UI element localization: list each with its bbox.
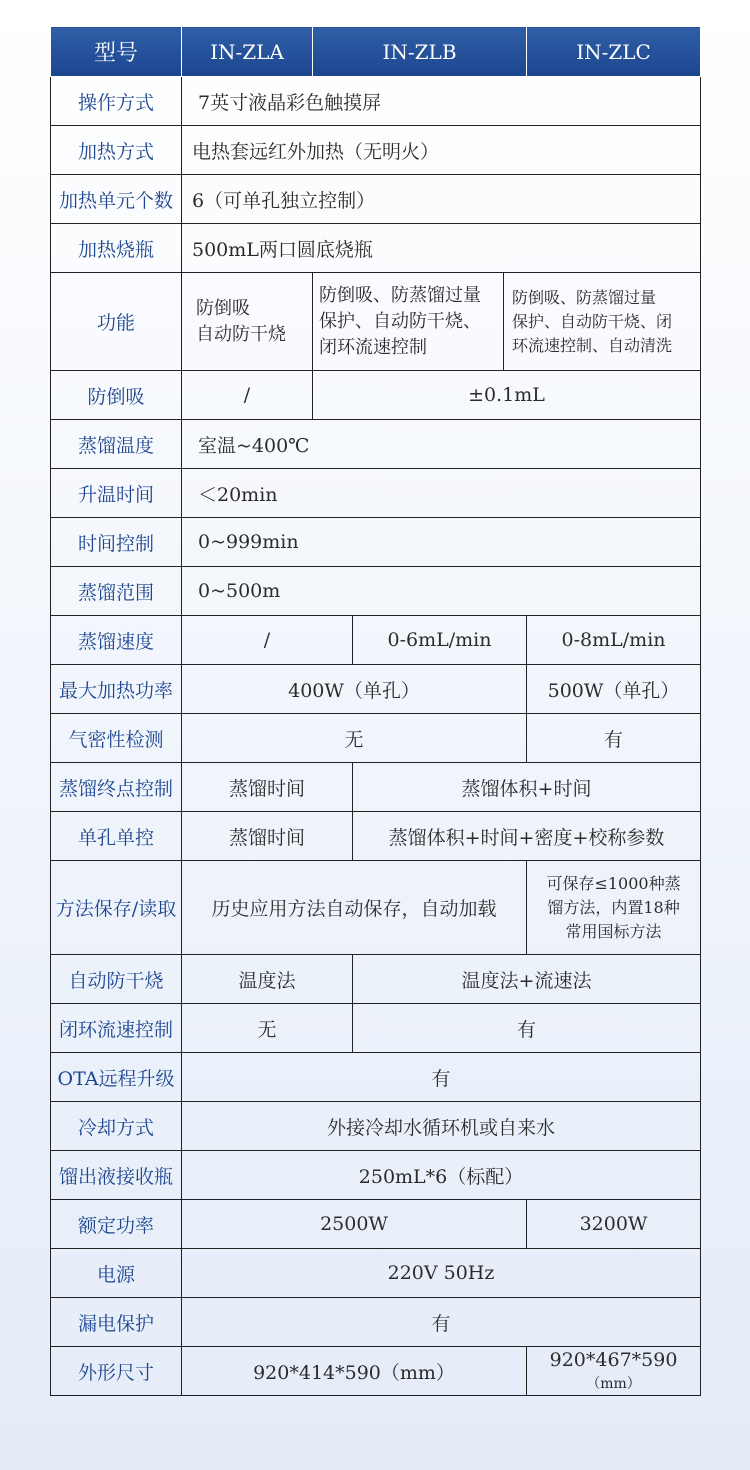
value-single-zla: 蒸馏时间: [182, 812, 353, 861]
header-in-zlb: IN-ZLB: [313, 27, 527, 77]
value-closed-loop-zla: 无: [182, 1004, 353, 1053]
row-temp: [51, 420, 701, 469]
value-operation: 7英寸液晶彩色触摸屏: [182, 77, 701, 126]
row-receiver: [51, 1151, 701, 1200]
value-anti-suck-zla: /: [182, 371, 313, 420]
label-temp: 蒸馏温度: [51, 420, 182, 469]
row-size: [51, 1347, 701, 1396]
value-size-zlc: [527, 1347, 701, 1396]
value-size-zla-zlb: 920*414*590（mm）: [182, 1347, 527, 1396]
method-zlc-line: 常用国标方法: [565, 921, 662, 941]
size-zlc-unit: （mm）: [586, 1376, 641, 1392]
function-zlb-line: 保护、自动防干烧、: [319, 310, 481, 332]
header-in-zlc: IN-ZLC: [527, 27, 701, 77]
method-zlc-line: 馏方法，内置18种: [547, 897, 680, 917]
header-model: 型号: [51, 27, 182, 77]
label-cooling: 冷却方式: [51, 1102, 182, 1151]
value-method-zlc: [527, 861, 701, 955]
label-airtight: 气密性检测: [51, 714, 182, 763]
label-heatup: 升温时间: [51, 469, 182, 518]
label-size: 外形尺寸: [51, 1347, 182, 1396]
value-leakage: 有: [182, 1298, 701, 1347]
value-speed-zlb: 0-6mL/min: [353, 616, 527, 665]
value-range: 0~500m: [182, 567, 701, 616]
value-anti-dry-zlb-zlc: 温度法+流速法: [353, 955, 701, 1004]
row-range: [51, 567, 701, 616]
value-speed-zlc: 0-8mL/min: [527, 616, 701, 665]
value-heating-units: 6（可单孔独立控制）: [182, 175, 701, 224]
value-function-zla: [182, 273, 313, 371]
value-function-zlb: [313, 273, 504, 371]
value-airtight-zlc: 有: [527, 714, 701, 763]
row-speed: [51, 616, 701, 665]
function-zlc-line: 防倒吸、防蒸馏过量: [512, 287, 657, 307]
function-zlb-line: 闭环流速控制: [319, 336, 427, 358]
function-zlc-line: 保护、自动防干烧、闭: [512, 311, 673, 331]
row-anti-suck: [51, 371, 701, 420]
row-operation: [51, 77, 701, 126]
value-single-zlb-zlc: 蒸馏体积+时间+密度+校称参数: [353, 812, 701, 861]
function-zlc-line: 环流速控制、自动清洗: [512, 335, 673, 355]
label-method: 方法保存/读取: [51, 861, 182, 955]
value-temp: 室温~400℃: [182, 420, 701, 469]
row-heating-method: [51, 126, 701, 175]
size-zlc-value: 920*467*590: [549, 1349, 678, 1371]
label-receiver: 馏出液接收瓶: [51, 1151, 182, 1200]
label-function: 功能: [51, 273, 182, 371]
value-rated-power-zlc: 3200W: [527, 1200, 701, 1249]
value-receiver: 250mL*6（标配）: [182, 1151, 701, 1200]
row-airtight: [51, 714, 701, 763]
value-closed-loop-zlb-zlc: 有: [353, 1004, 701, 1053]
label-rated-power: 额定功率: [51, 1200, 182, 1249]
label-speed: 蒸馏速度: [51, 616, 182, 665]
header-row: [51, 27, 701, 77]
value-power-max-zla-zlb: 400W（单孔）: [182, 665, 527, 714]
row-method: [51, 861, 701, 955]
value-ota: 有: [182, 1053, 701, 1102]
row-rated-power: [51, 1200, 701, 1249]
header-in-zla: IN-ZLA: [182, 27, 313, 77]
value-function-zlc: [504, 273, 701, 371]
value-power-supply: 220V 50Hz: [182, 1249, 701, 1298]
label-time-control: 时间控制: [51, 518, 182, 567]
row-endpoint: [51, 763, 701, 812]
value-endpoint-zla: 蒸馏时间: [182, 763, 353, 812]
row-power-supply: [51, 1249, 701, 1298]
row-leakage: [51, 1298, 701, 1347]
value-endpoint-zlb-zlc: 蒸馏体积+时间: [353, 763, 701, 812]
value-power-max-zlc: 500W（单孔）: [527, 665, 701, 714]
value-anti-suck-zlb-zlc: ±0.1mL: [313, 371, 701, 420]
function-zla-line: 自动防干烧: [196, 323, 286, 345]
function-zla-line: 防倒吸: [196, 297, 250, 319]
label-ota: OTA远程升级: [51, 1053, 182, 1102]
row-ota: [51, 1053, 701, 1102]
label-power-max: 最大加热功率: [51, 665, 182, 714]
value-cooling: 外接冷却水循环机或自来水: [182, 1102, 701, 1151]
row-time-control: [51, 518, 701, 567]
row-single: [51, 812, 701, 861]
row-heating-units: [51, 175, 701, 224]
label-heating-method: 加热方式: [51, 126, 182, 175]
row-closed-loop: [51, 1004, 701, 1053]
value-flask: 500mL两口圆底烧瓶: [182, 224, 701, 273]
row-power-max: [51, 665, 701, 714]
value-speed-zla: /: [182, 616, 353, 665]
value-heating-method: 电热套远红外加热（无明火）: [182, 126, 701, 175]
row-function: [51, 273, 701, 371]
label-heating-units: 加热单元个数: [51, 175, 182, 224]
value-airtight-zla-zlb: 无: [182, 714, 527, 763]
label-anti-suck: 防倒吸: [51, 371, 182, 420]
label-single: 单孔单控: [51, 812, 182, 861]
label-flask: 加热烧瓶: [51, 224, 182, 273]
function-zlb-line: 防倒吸、防蒸馏过量: [319, 284, 481, 306]
row-flask: [51, 224, 701, 273]
row-anti-dry: [51, 955, 701, 1004]
label-power-supply: 电源: [51, 1249, 182, 1298]
value-method-zla-zlb: 历史应用方法自动保存，自动加载: [182, 861, 527, 955]
method-zlc-line: 可保存≤1000种蒸: [546, 873, 681, 893]
row-heatup: [51, 469, 701, 518]
spec-table: [50, 26, 701, 1396]
label-endpoint: 蒸馏终点控制: [51, 763, 182, 812]
row-cooling: [51, 1102, 701, 1151]
value-heatup: ＜20min: [182, 469, 701, 518]
label-anti-dry: 自动防干烧: [51, 955, 182, 1004]
value-time-control: 0~999min: [182, 518, 701, 567]
value-anti-dry-zla: 温度法: [182, 955, 353, 1004]
value-rated-power-zla-zlb: 2500W: [182, 1200, 527, 1249]
label-closed-loop: 闭环流速控制: [51, 1004, 182, 1053]
label-range: 蒸馏范围: [51, 567, 182, 616]
label-leakage: 漏电保护: [51, 1298, 182, 1347]
label-operation: 操作方式: [51, 77, 182, 126]
